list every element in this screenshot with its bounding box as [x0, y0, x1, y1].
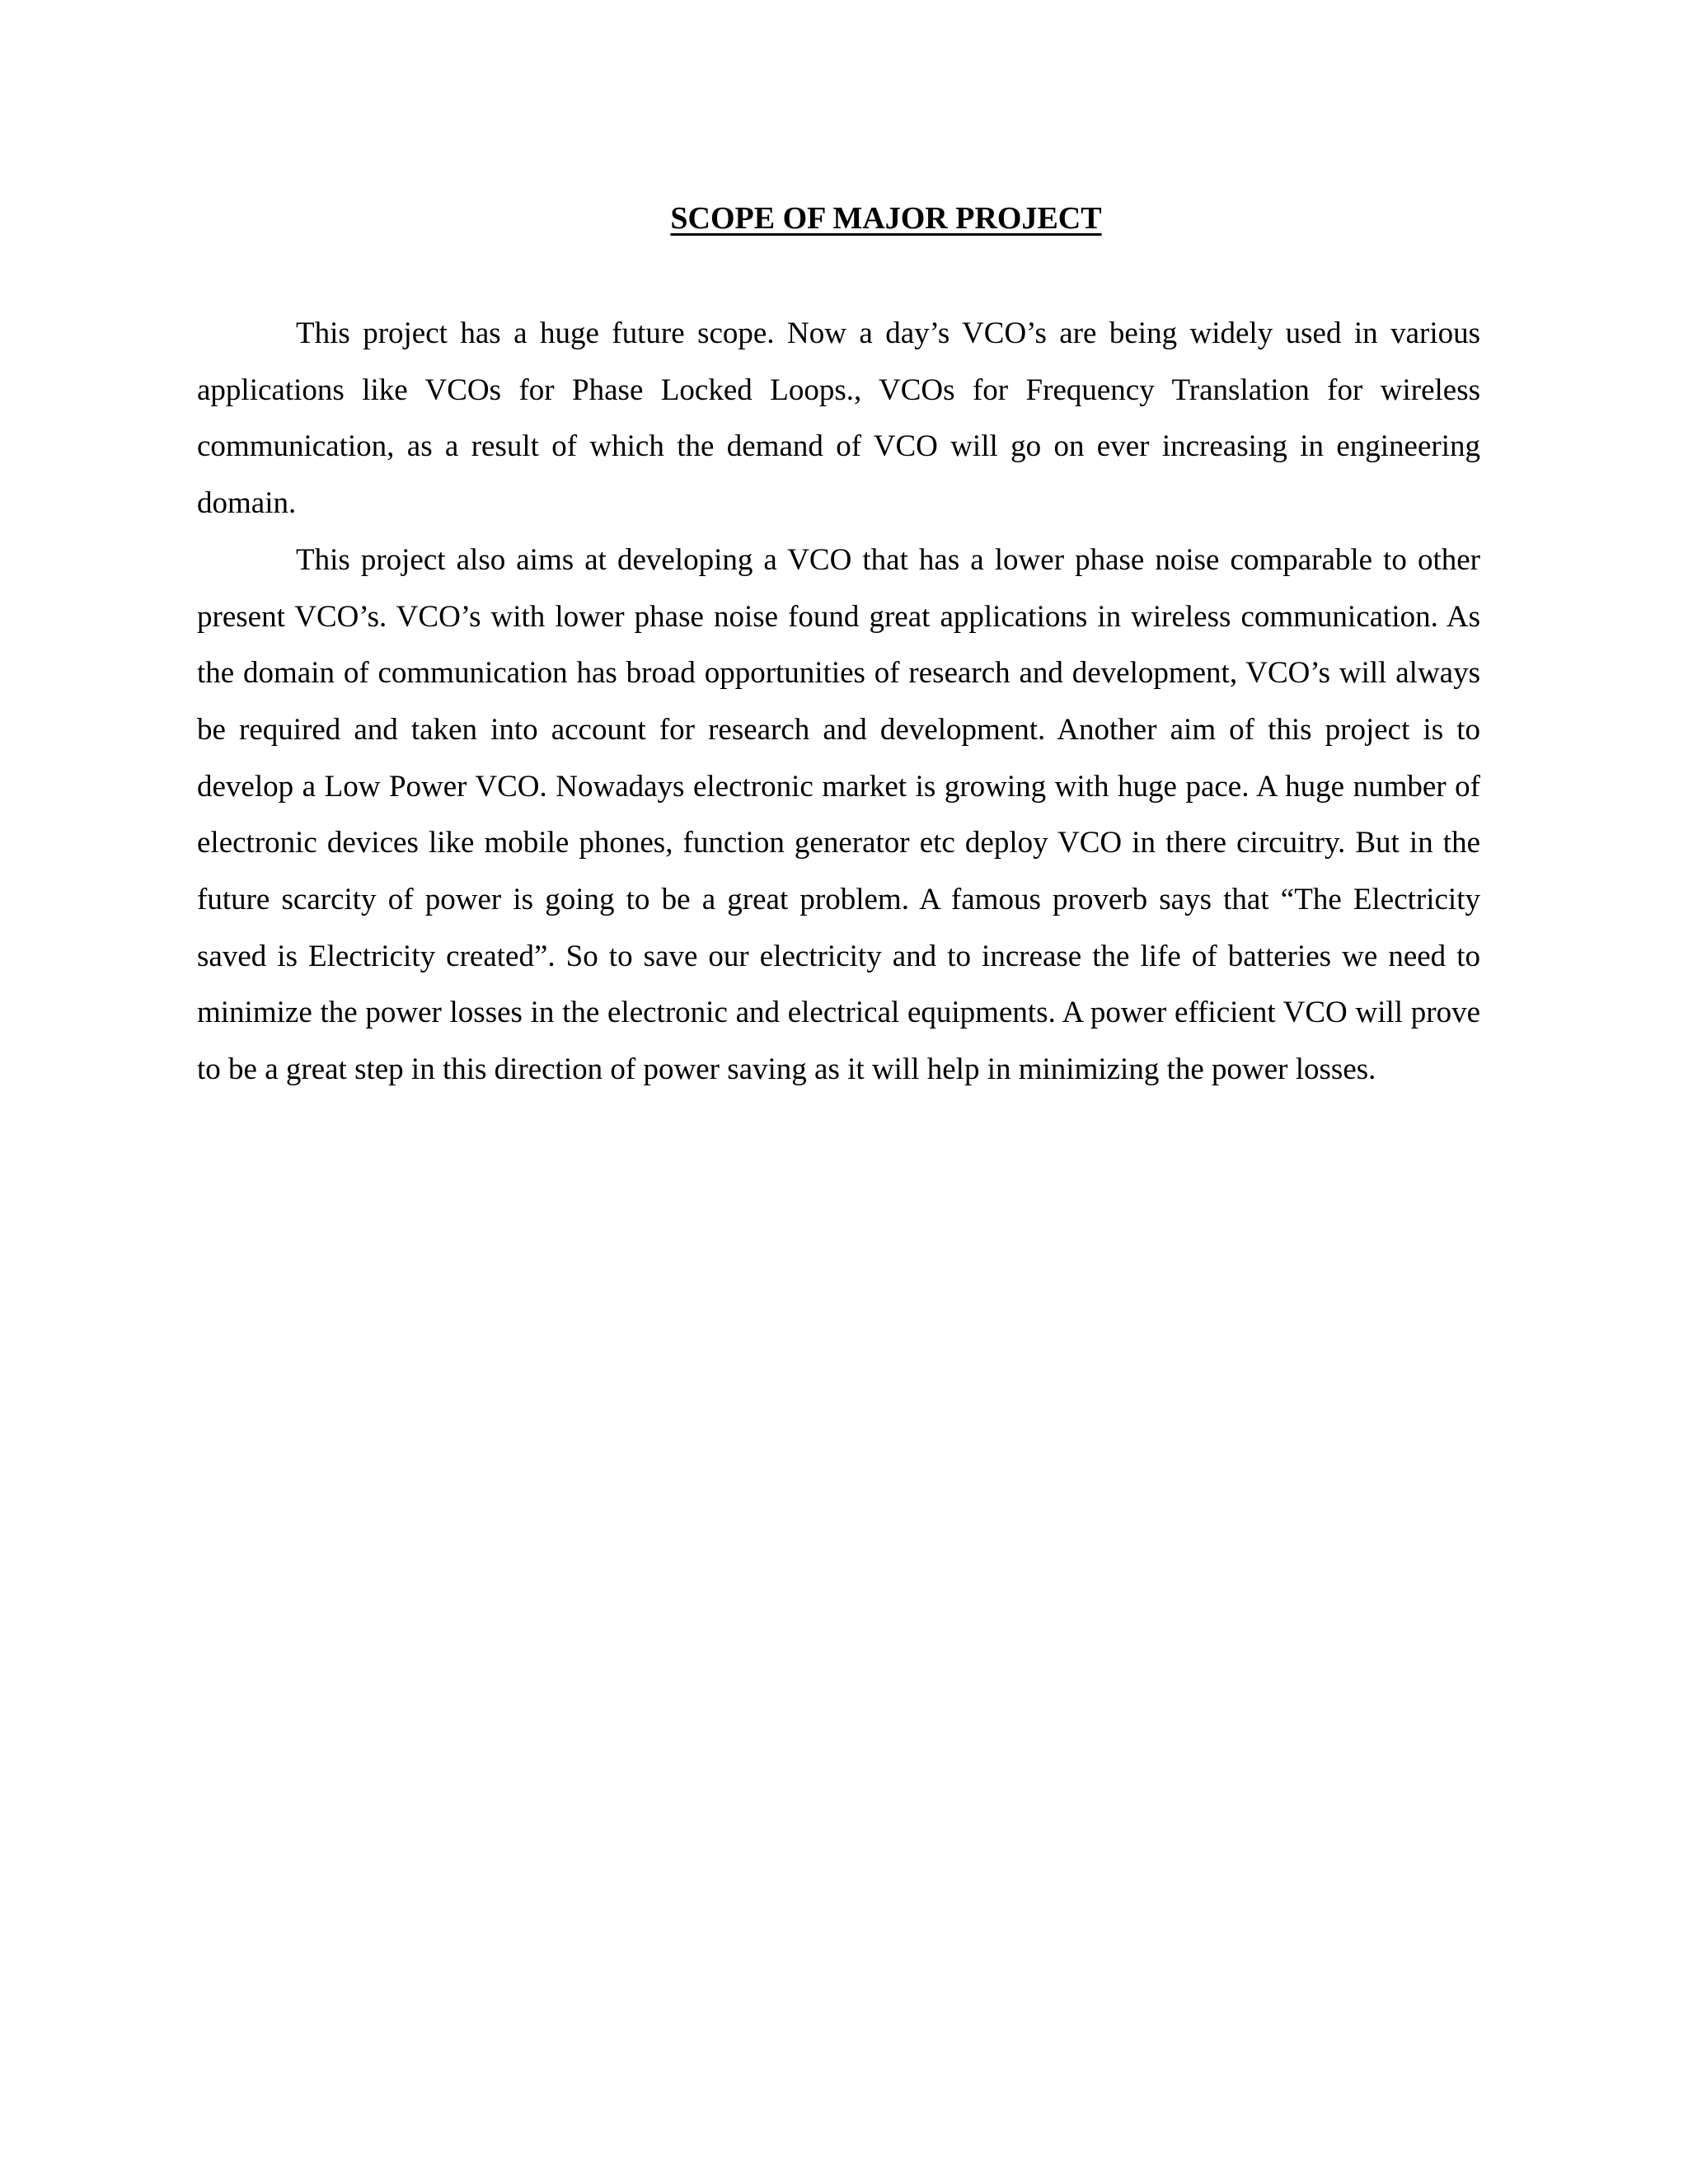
body-text: [197, 306, 1480, 1099]
paragraph-future-scope: This project has a huge future scope. Now a day’s VCO’s are being widely used in various applications like VCOs for Phase Locked Loops., VCOs for Frequency Translation for wireless communication, as a result of which the demand of VCO will go on ever increasing in engineering domain.: [197, 316, 1480, 521]
paragraph-aims: This project also aims at developing a VCO that has a lower phase noise comparable to other present VCO’s. VCO’s with lower phase noise found great applications in wireless communication. As the domain of communication has broad opportunities of research and development, VCO’s will always be required and taken into account for research and development. Another aim of this project is to develop a Low Power VCO. Nowadays electronic market is growing with huge pace. A huge number of electronic devices like mobile phones, function generator etc deploy VCO in there circuitry. But in the future scarcity of power is going to be a great problem. A famous proverb says that “The Electricity saved is Electricity created”. So to save our electricity and to increase the life of batteries we need to minimize the power losses in the electronic and electrical equipments. A power efficient VCO will prove to be a great step in this direction of power saving as it will help in minimizing the power losses.: [197, 542, 1480, 1087]
page-title: SCOPE OF MAJOR PROJECT: [670, 201, 1102, 236]
